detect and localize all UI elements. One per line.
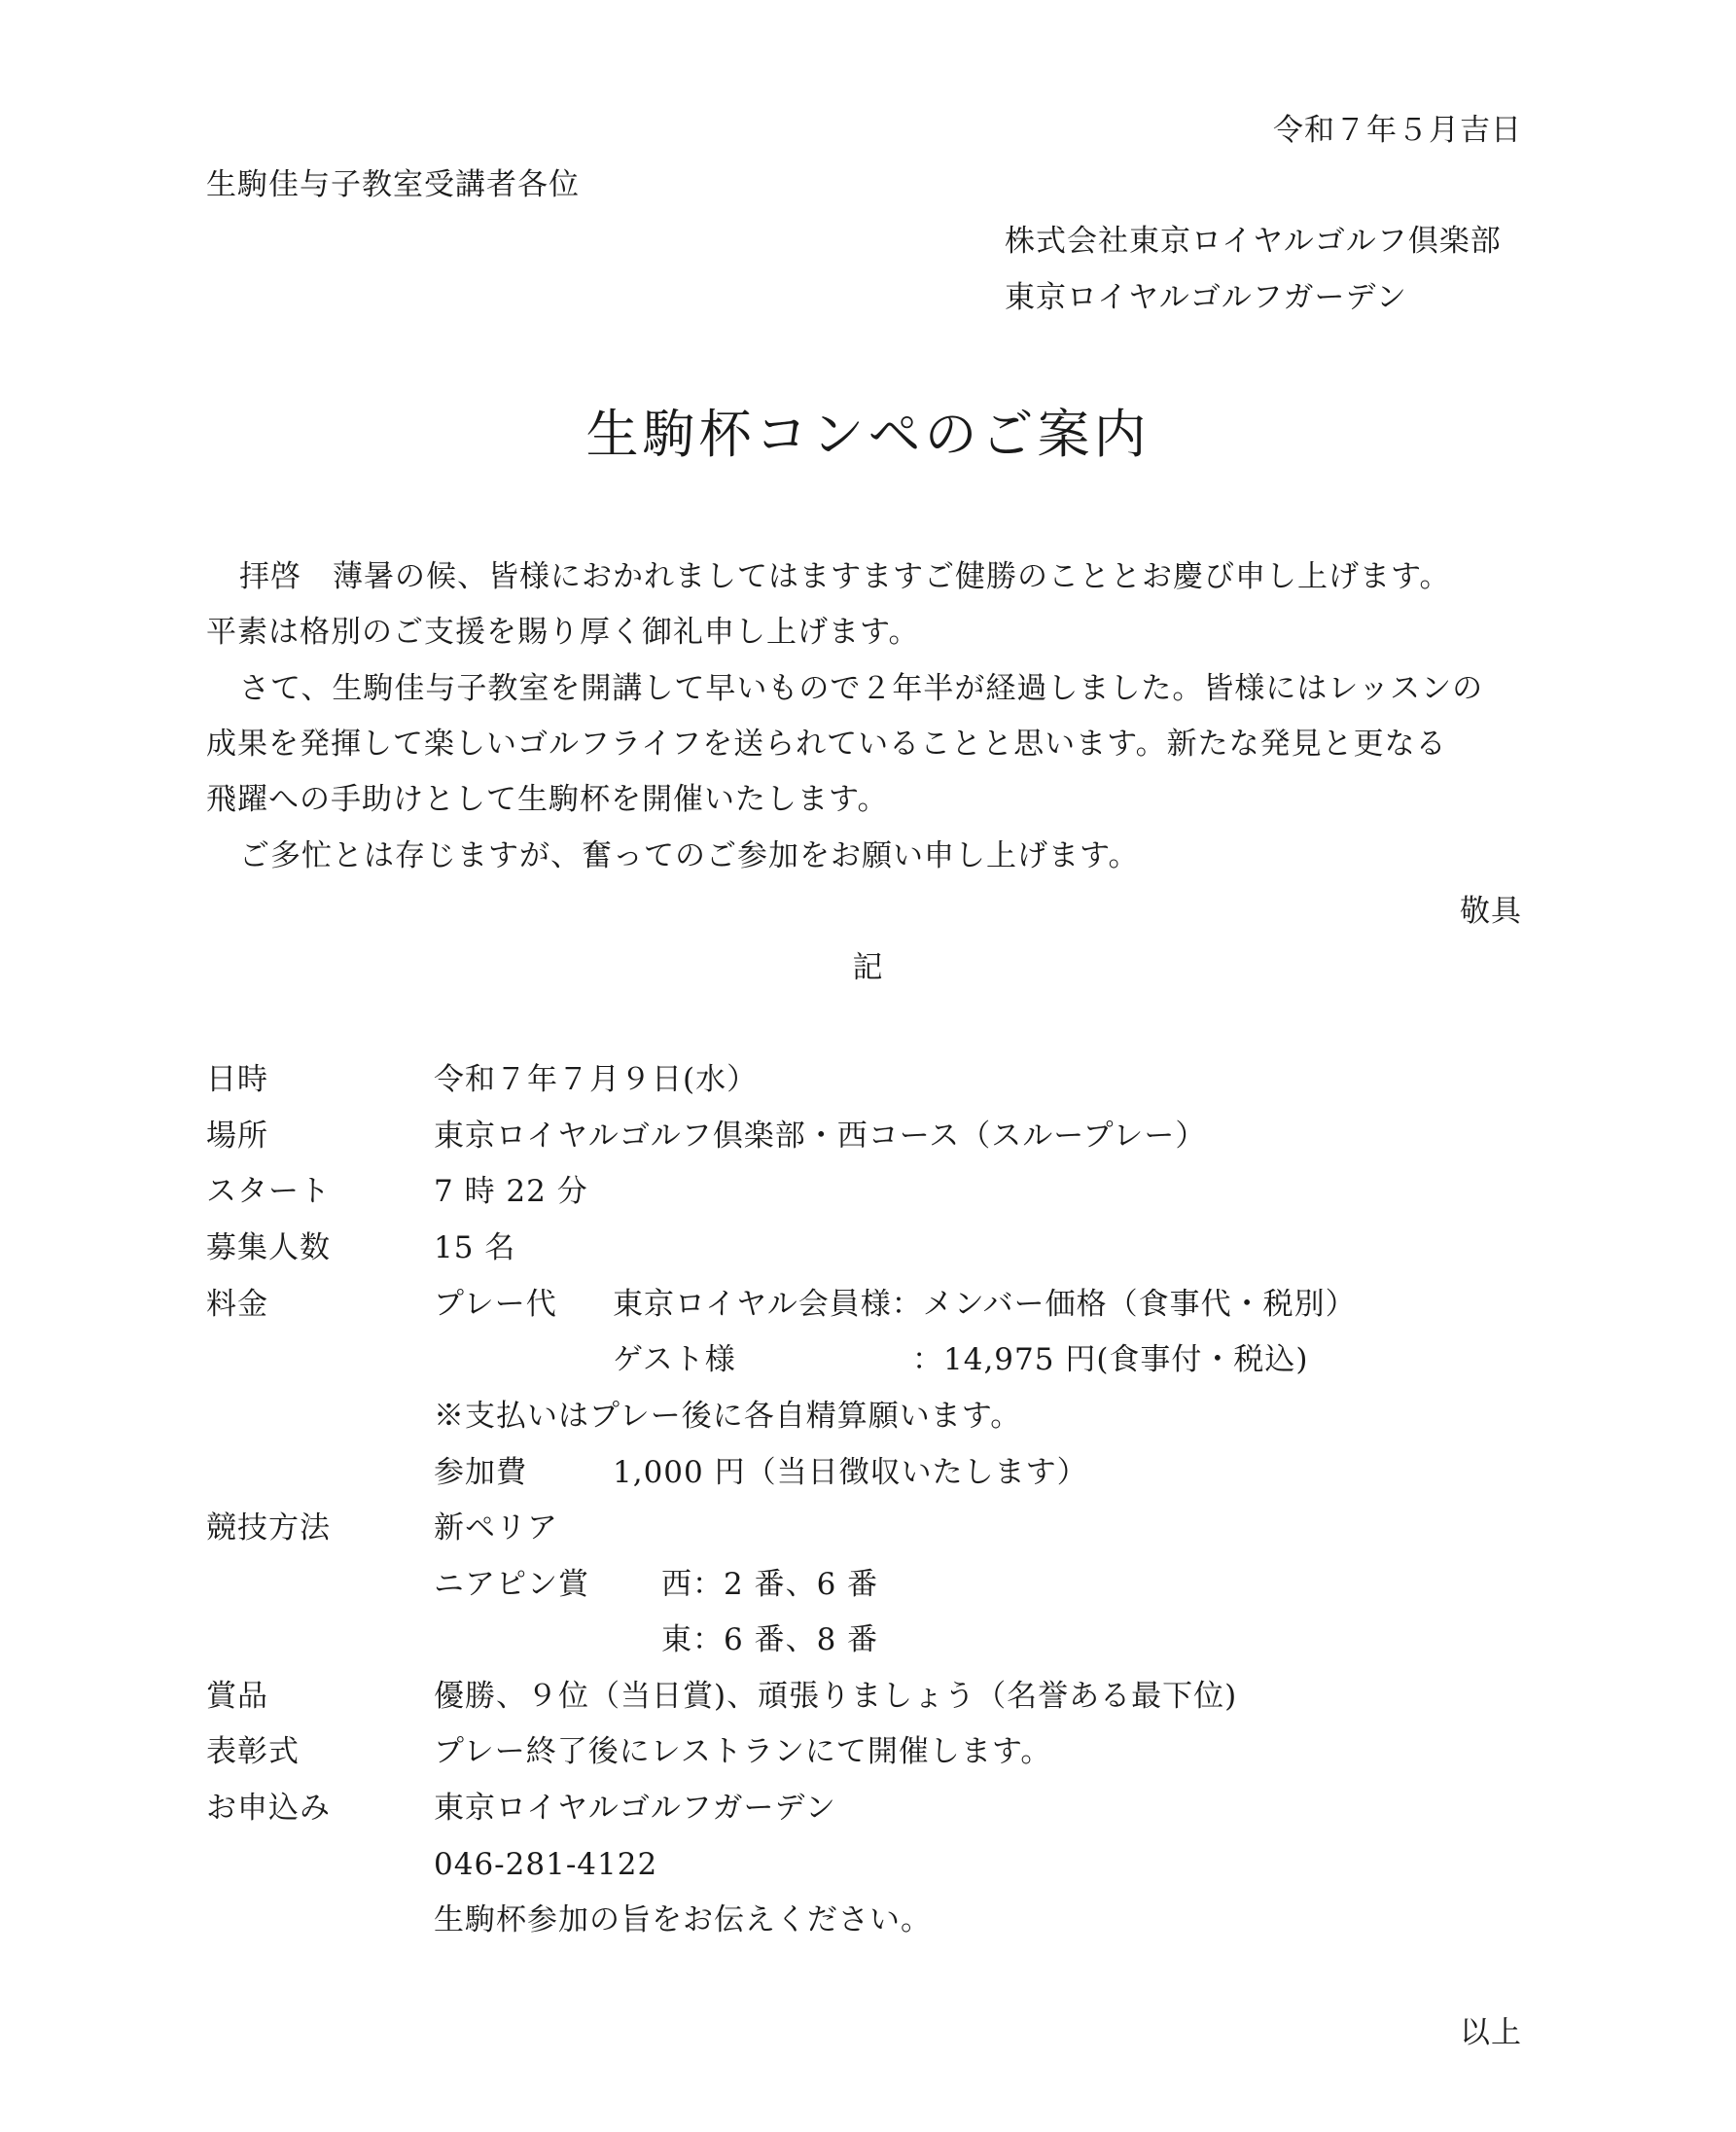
format-label: 競技方法 <box>206 1510 331 1546</box>
ceremony-value: プレー終了後にレストランにて開催します。 <box>434 1734 1052 1769</box>
closing: 敬具 <box>1460 894 1522 929</box>
fee-member: 東京ロイヤル会員様：メンバー価格（食事代・税別） <box>613 1287 1357 1322</box>
sender-company: 株式会社東京ロイヤルゴルフ倶楽部 <box>1005 224 1502 259</box>
end-mark: 以上 <box>1460 2015 1522 2050</box>
body-line-4: 成果を発揮して楽しいゴルフライフを送られていることと思います。新たな発見と更なる <box>206 727 1447 762</box>
prize-label: 賞品 <box>206 1679 268 1714</box>
body-line-3: さて、生駒佳与子教室を開講して早いもので２年半が経過しました。皆様にはレッスンの <box>239 671 1484 706</box>
start-value: 7 時 22 分 <box>434 1174 588 1209</box>
fee-label: 料金 <box>206 1287 268 1322</box>
recipient: 生駒佳与子教室受講者各位 <box>206 167 580 202</box>
start-label: スタート <box>206 1174 331 1209</box>
apply-phone: 046-281-4122 <box>434 1847 658 1882</box>
apply-label: お申込み <box>206 1791 331 1826</box>
place-label: 場所 <box>206 1119 268 1154</box>
capacity-value: 15 名 <box>434 1230 516 1265</box>
body-line-6: ご多忙とは存じますが、奮ってのご参加をお願い申し上げます。 <box>239 838 1140 873</box>
apply-note: 生駒杯参加の旨をお伝えください。 <box>434 1902 932 1937</box>
apply-place: 東京ロイヤルゴルフガーデン <box>434 1791 836 1826</box>
nearpin-label: ニアピン賞 <box>434 1567 589 1602</box>
document-title: 生駒杯コンペのご案内 <box>585 404 1151 465</box>
datetime-value: 令和７年７月９日(水） <box>434 1062 759 1097</box>
datetime-label: 日時 <box>206 1062 268 1097</box>
ceremony-label: 表彰式 <box>206 1734 300 1769</box>
nearpin-west: 西：2 番、6 番 <box>661 1567 879 1602</box>
body-line-2: 平素は格別のご支援を賜り厚く御礼申し上げます。 <box>206 615 920 650</box>
body-line-1: 拝啓 薄暑の候、皆様におかれましてはますますご健勝のこととお慶び申し上げます。 <box>239 559 1451 594</box>
fee-guest-label: ゲスト様 <box>613 1342 736 1377</box>
place-value: 東京ロイヤルゴルフ倶楽部・西コース（スループレー） <box>434 1119 1207 1154</box>
format-value: 新ペリア <box>434 1510 558 1546</box>
fee-play-label: プレー代 <box>434 1287 557 1322</box>
body-line-5: 飛躍への手助けとして生駒杯を開催いたします。 <box>206 782 889 817</box>
ki-heading: 記 <box>852 950 884 985</box>
sender-facility: 東京ロイヤルゴルフガーデン <box>1005 280 1407 315</box>
prize-value: 優勝、９位（当日賞)、頑張りましょう（名誉ある最下位) <box>434 1679 1238 1714</box>
nearpin-east: 東：6 番、8 番 <box>661 1622 879 1657</box>
capacity-label: 募集人数 <box>206 1230 331 1265</box>
document-date: 令和７年５月吉日 <box>1273 113 1522 148</box>
fee-guest-value: ：14,975 円(食事付・税込) <box>912 1342 1309 1377</box>
entry-fee-label: 参加費 <box>434 1455 527 1490</box>
entry-fee-value: 1,000 円（当日徴収いたします） <box>613 1455 1088 1490</box>
fee-note: ※支払いはプレー後に各自精算願います。 <box>434 1399 1022 1434</box>
